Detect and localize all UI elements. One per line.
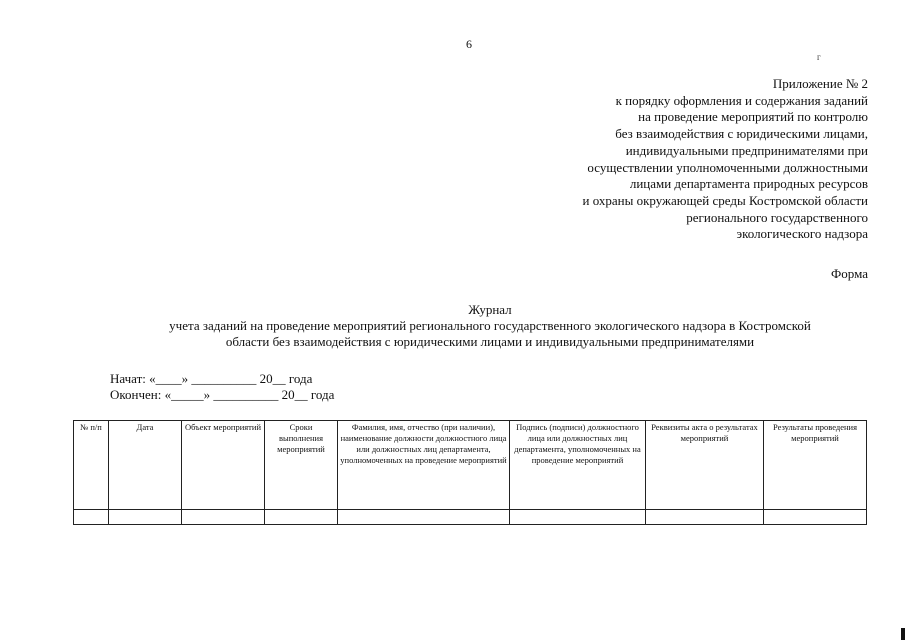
appendix-line: экологического надзора — [736, 226, 868, 242]
appendix-line: осуществлении уполномоченными должностными — [587, 159, 868, 175]
journal-dates — [110, 371, 334, 403]
finished-date-line: Окончен: «_____» __________ 20__ года — [110, 387, 335, 402]
title-line: учета заданий на проведение мероприятий регионального государственного экологического надзора в Костромской — [169, 318, 811, 333]
title-line: Журнал — [468, 302, 512, 317]
column-header-deadlines: Сроки выполнения мероприятий — [265, 421, 338, 510]
column-header-official-name: Фамилия, имя, отчество (при наличии), наименование должности должностного лица или должностных лиц департамента, уполномоченных на проведение мероприятий — [338, 421, 510, 510]
table-cell — [182, 510, 265, 525]
appendix-line: индивидуальными предпринимателями при — [625, 142, 868, 158]
table-cell — [265, 510, 338, 525]
table-cell — [109, 510, 182, 525]
table-cell — [764, 510, 867, 525]
appendix-line: к порядку оформления и содержания заданий — [615, 92, 868, 108]
scan-edge-mark — [901, 628, 905, 640]
table-header-row — [74, 421, 867, 510]
appendix-line: Приложение № 2 — [772, 76, 868, 91]
column-header-date: Дата — [109, 421, 182, 510]
column-header-number: № п/п — [74, 421, 109, 510]
appendix-line: без взаимодействия с юридическими лицами, — [615, 126, 868, 142]
table-row — [74, 510, 867, 525]
form-label: Форма — [831, 266, 868, 281]
journal-table — [73, 420, 867, 525]
appendix-line: регионального государственного — [686, 209, 868, 225]
appendix-line: и охраны окружающей среды Костромской области — [582, 192, 868, 208]
title-line: области без взаимодействия с юридическими лицами и индивидуальными предпринимателями — [225, 334, 755, 349]
table-cell — [338, 510, 510, 525]
appendix-line: лицами департамента природных ресурсов — [629, 176, 868, 192]
started-date-line: Начат: «____» __________ 20__ года — [110, 371, 313, 386]
column-header-results: Результаты проведения мероприятий — [764, 421, 867, 510]
stray-mark: г — [817, 52, 821, 62]
table-cell — [74, 510, 109, 525]
column-header-signature: Подпись (подписи) должностного лица или должностных лиц департамента, уполномоченных на проведение мероприятий — [510, 421, 646, 510]
document-title — [95, 302, 885, 350]
column-header-act-details: Реквизиты акта о результатах мероприятий — [646, 421, 764, 510]
appendix-line: на проведение мероприятий по контролю — [638, 109, 868, 125]
column-header-object: Объект мероприятий — [182, 421, 265, 510]
table-cell — [510, 510, 646, 525]
appendix-block — [448, 76, 868, 243]
page-number: 6 — [466, 37, 472, 51]
table-cell — [646, 510, 764, 525]
